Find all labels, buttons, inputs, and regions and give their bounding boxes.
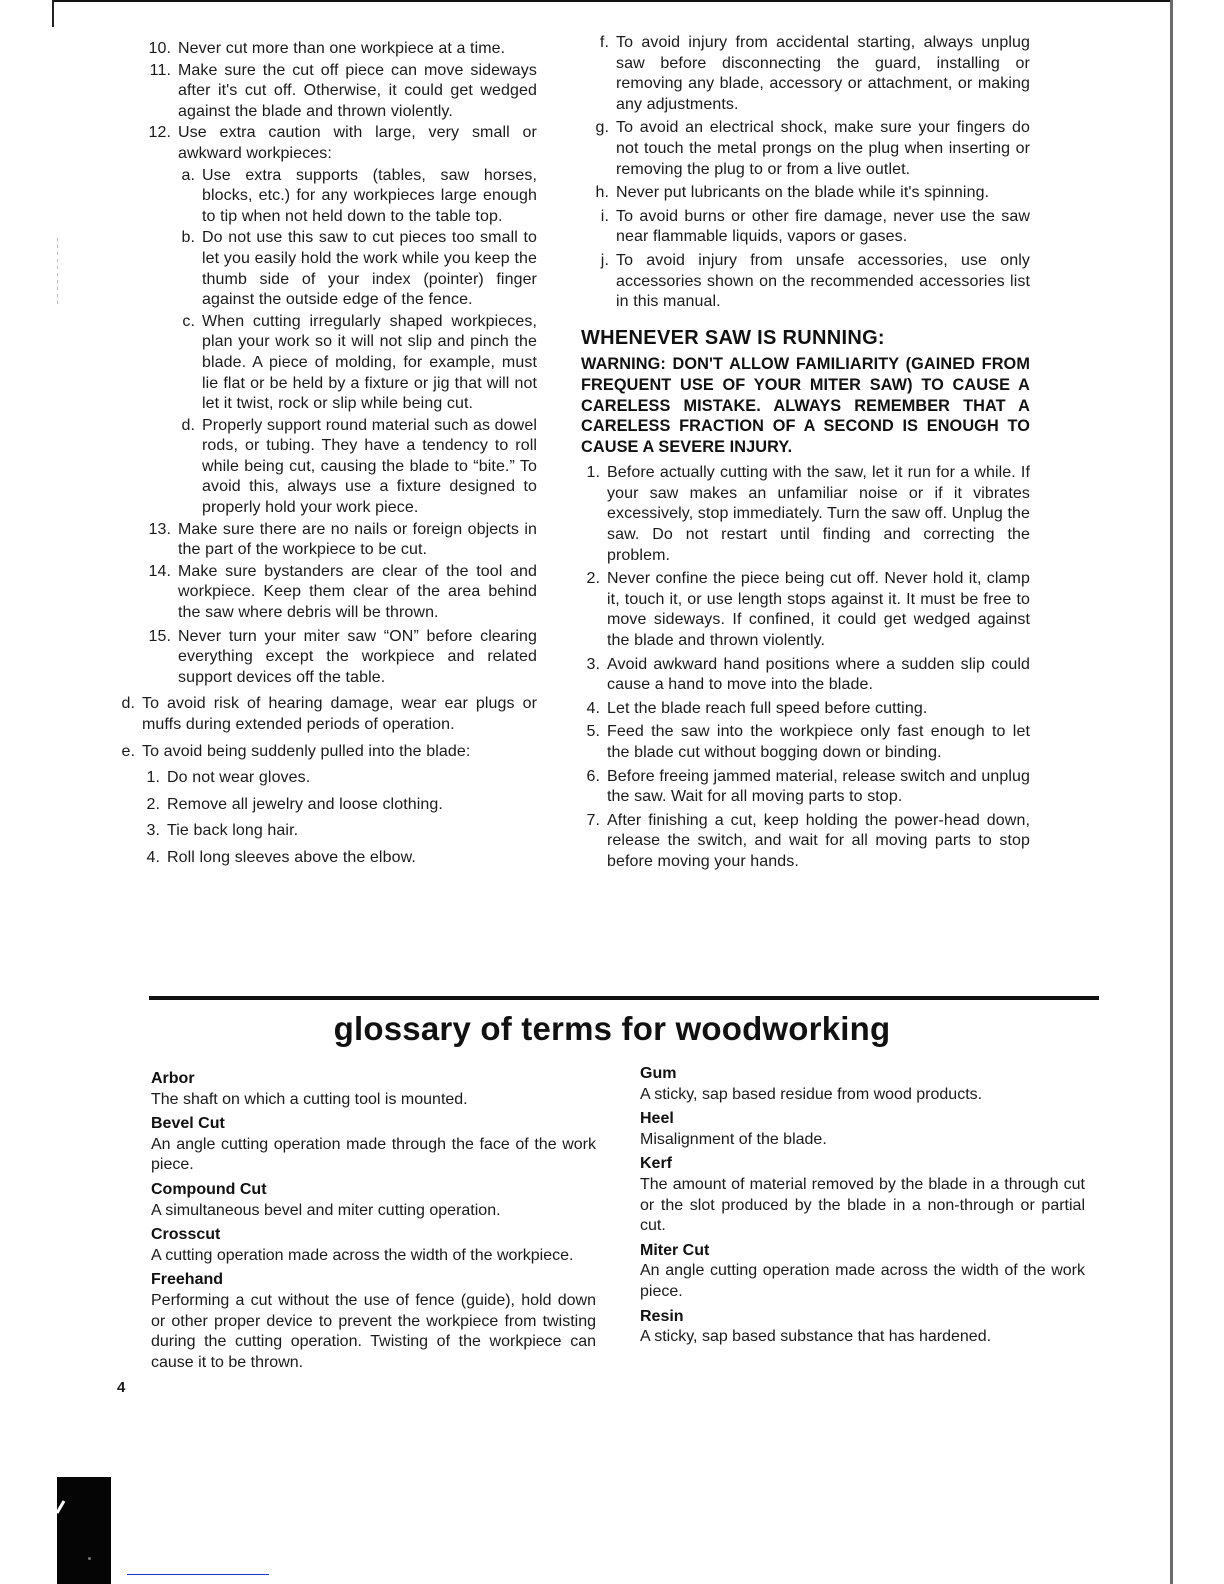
item-text: Never put lubricants on the blade while it's spinning. (616, 184, 990, 202)
item-marker: 6. (586, 767, 600, 785)
item-marker: 10. (148, 40, 171, 57)
item-text: Roll long sleeves above the elbow. (167, 848, 416, 866)
item-marker: e. (121, 742, 135, 760)
running-item (575, 811, 1030, 873)
safety-item (112, 61, 537, 123)
safety-right-column (575, 33, 1030, 874)
safety-subitem (112, 166, 537, 228)
glossary-definition: The amount of material removed by the blade in a through cut or the slot produced by the blade in a non-through or partial cut. (640, 1175, 1085, 1235)
glossary-term: Arbor (151, 1070, 195, 1087)
running-item (575, 699, 1030, 720)
glossary-title: glossary of terms for woodworking (333, 1010, 891, 1047)
item-marker: 3. (586, 655, 600, 673)
item-text: Make sure there are no nails or foreign objects in the part of the workpiece to be cut. (178, 520, 537, 559)
item-text: Before freeing jammed material, release switch and unplug the saw. Wait for all moving parts to stop. (607, 767, 1030, 806)
safety-item (575, 33, 1030, 115)
glossary-left-column (151, 1065, 596, 1373)
glossary-term: Resin (640, 1307, 684, 1325)
page-frame-right-border (1170, 0, 1173, 1584)
blue-underline-artifact (127, 1574, 269, 1575)
safety-item (575, 118, 1030, 180)
item-marker: 3. (146, 822, 160, 840)
item-marker: 13. (148, 520, 171, 538)
safety-subitem (112, 312, 537, 415)
safety-subitem (112, 821, 537, 842)
safety-item (112, 123, 537, 164)
glossary-term: Gum (640, 1065, 677, 1082)
safety-left-column (112, 39, 537, 870)
item-marker: 11. (149, 61, 171, 79)
glossary-term: Crosscut (151, 1226, 221, 1244)
item-text: To avoid injury from accidental starting, always unplug saw before disconnecting the guard, installing or removing any blade, accessory or attachment, or making any adjustments. (616, 34, 1030, 113)
glossary-right-column (640, 1060, 1085, 1348)
running-item (575, 655, 1030, 696)
glossary-term: Freehand (151, 1271, 224, 1289)
page-frame-top-border (52, 0, 1171, 2)
item-text: Never cut more than one workpiece at a time. (178, 40, 506, 57)
running-item (575, 767, 1030, 808)
glossary-term: Bevel Cut (151, 1115, 225, 1133)
item-marker: f. (599, 34, 609, 51)
item-marker: i. (600, 207, 609, 225)
page-number: 4 (117, 1379, 126, 1396)
item-marker: 12. (148, 124, 171, 142)
glossary-definition: A sticky, sap based substance that has hardened. (640, 1328, 992, 1346)
glossary-definition: Misalignment of the blade. (640, 1130, 827, 1148)
safety-subitem (112, 228, 537, 310)
running-item (575, 722, 1030, 763)
item-marker: b. (181, 229, 195, 247)
item-text: Never turn your miter saw “ON” before clearing everything except the workpiece and related support devices off the table. (178, 627, 537, 686)
item-text: To avoid being suddenly pulled into the blade: (142, 742, 471, 760)
glossary-definition: An angle cutting operation made across the width of the work piece. (640, 1262, 1085, 1300)
item-text: Before actually cutting with the saw, let it run for a while. If your saw makes an unfamiliar noise or if it vibrates excessively, stop immediately. Turn the saw off. Unplug the saw. Do not restart until finding and correcting the problem. (607, 464, 1030, 564)
item-marker: 2. (586, 570, 600, 588)
glossary-term: Heel (640, 1110, 674, 1128)
safety-item (575, 207, 1030, 248)
item-text: Properly support round material such as dowel rods, or tubing. They have a tendency to roll while being cut, causing the blade to “bite.” To avoid this, always use a fixture designed to properly hold your work piece. (202, 416, 537, 517)
section-divider-rule (149, 996, 1099, 1000)
glossary-definition: A simultaneous bevel and miter cutting operation. (151, 1201, 501, 1219)
binder-dot-mark (88, 1557, 91, 1560)
item-marker: 5. (586, 723, 600, 741)
item-text: To avoid risk of hearing damage, wear ear plugs or muffs during extended periods of operation. (142, 695, 537, 733)
warning-text: WARNING: DON'T ALLOW FAMILIARITY (GAINED FROM FREQUENT USE OF YOUR MITER SAW) TO CAUSE A CARELESS MISTAKE. ALWAYS REMEMBER THAT A CARELESS FRACTION OF A SECOND IS ENOUGH TO CAUSE A SEVERE INJURY. (581, 355, 1030, 456)
glossary-term: Miter Cut (640, 1241, 710, 1259)
safety-item (112, 562, 537, 624)
safety-subitem (112, 768, 537, 789)
glossary-term: Compound Cut (151, 1180, 267, 1198)
item-text: Let the blade reach full speed before cutting. (607, 699, 928, 717)
item-text: Tie back long hair. (167, 822, 299, 840)
item-marker: g. (595, 119, 609, 137)
item-text: Use extra caution with large, very small or awkward workpieces: (178, 124, 537, 162)
safety-item (112, 520, 537, 561)
running-item (575, 463, 1030, 566)
item-marker: 7. (586, 811, 600, 829)
item-text: Avoid awkward hand positions where a sudden slip could cause a hand to move into the blade. (607, 655, 1030, 694)
binder-tab-mark (57, 1477, 111, 1584)
safety-item (575, 183, 1030, 204)
item-marker: 2. (146, 795, 160, 813)
item-marker: 14. (148, 562, 171, 580)
safety-item (112, 742, 537, 763)
item-marker: 15. (148, 627, 171, 645)
item-text: Never confine the piece being cut off. Never hold it, clamp it, touch it, or use length stops against it. It must be free to move sideways. If confined, it could get wedged against the blade and thrown violently. (607, 570, 1030, 650)
item-text: When cutting irregularly shaped workpieces, plan your work so it will not slip and pinch the blade. A piece of molding, for example, must lie flat or be held by a fixture or jig that will not let it twist, rock or slip while being cut. (202, 312, 537, 413)
item-text: Make sure the cut off piece can move sideways after it's cut off. Otherwise, it could get wedged against the blade and thrown violently. (178, 61, 537, 120)
item-text: Make sure bystanders are clear of the tool and workpiece. Keep them clear of the area behind the saw where debris will be thrown. (178, 562, 537, 622)
safety-item (112, 627, 537, 689)
scan-artifact (57, 238, 58, 308)
safety-subitem (112, 795, 537, 816)
page-frame-left-tick (52, 0, 54, 27)
safety-subitem (112, 416, 537, 519)
item-marker: j. (600, 251, 609, 269)
item-text: Feed the saw into the workpiece only fast enough to let the blade cut without bogging down or binding. (607, 723, 1030, 761)
item-marker: 1. (586, 464, 600, 482)
glossary-definition: Performing a cut without the use of fence (guide), hold down or other proper device to prevent the workpiece from twisting during the cutting operation. Twisting of the workpiece can cause it to be thrown. (151, 1291, 596, 1371)
running-item (575, 569, 1030, 651)
item-text: To avoid injury from unsafe accessories, use only accessories shown on the recommended accessories list in this manual. (616, 251, 1030, 311)
safety-item (112, 39, 537, 60)
item-text: After finishing a cut, keep holding the power-head down, release the switch, and wait for all moving parts to stop before moving your hands. (607, 811, 1030, 870)
item-marker: d. (121, 695, 135, 713)
glossary-definition: The shaft on which a cutting tool is mounted. (151, 1090, 468, 1108)
running-section-heading: WHENEVER SAW IS RUNNING: (581, 326, 885, 349)
safety-subitem (112, 848, 537, 869)
item-text: To avoid an electrical shock, make sure your fingers do not touch the metal prongs on the plug when inserting or removing the plug to or from a live outlet. (616, 119, 1030, 178)
item-marker: d. (181, 416, 195, 434)
glossary-definition: A sticky, sap based residue from wood products. (640, 1085, 983, 1103)
item-text: Remove all jewelry and loose clothing. (167, 795, 443, 813)
glossary-definition: An angle cutting operation made through the face of the work piece. (151, 1135, 596, 1174)
item-text: Do not wear gloves. (167, 769, 311, 787)
item-text: To avoid burns or other fire damage, never use the saw near flammable liquids, vapors or gases. (616, 207, 1030, 246)
safety-item (575, 251, 1030, 313)
item-marker: c. (182, 312, 195, 330)
item-text: Use extra supports (tables, saw horses, blocks, etc.) for any workpieces large enough to tip when not held down to the table top. (202, 166, 537, 225)
item-marker: 4. (586, 699, 600, 717)
item-marker: h. (595, 184, 609, 202)
item-marker: 1. (146, 769, 160, 787)
item-text: Do not use this saw to cut pieces too small to let you easily hold the work while you keep the thumb side of your index (pointer) finger against the outside edge of the fence. (202, 229, 537, 309)
item-marker: a. (181, 166, 195, 184)
item-marker: 4. (146, 848, 160, 866)
safety-item (112, 694, 537, 735)
glossary-definition: A cutting operation made across the width of the workpiece. (151, 1246, 574, 1264)
glossary-term: Kerf (640, 1155, 673, 1173)
